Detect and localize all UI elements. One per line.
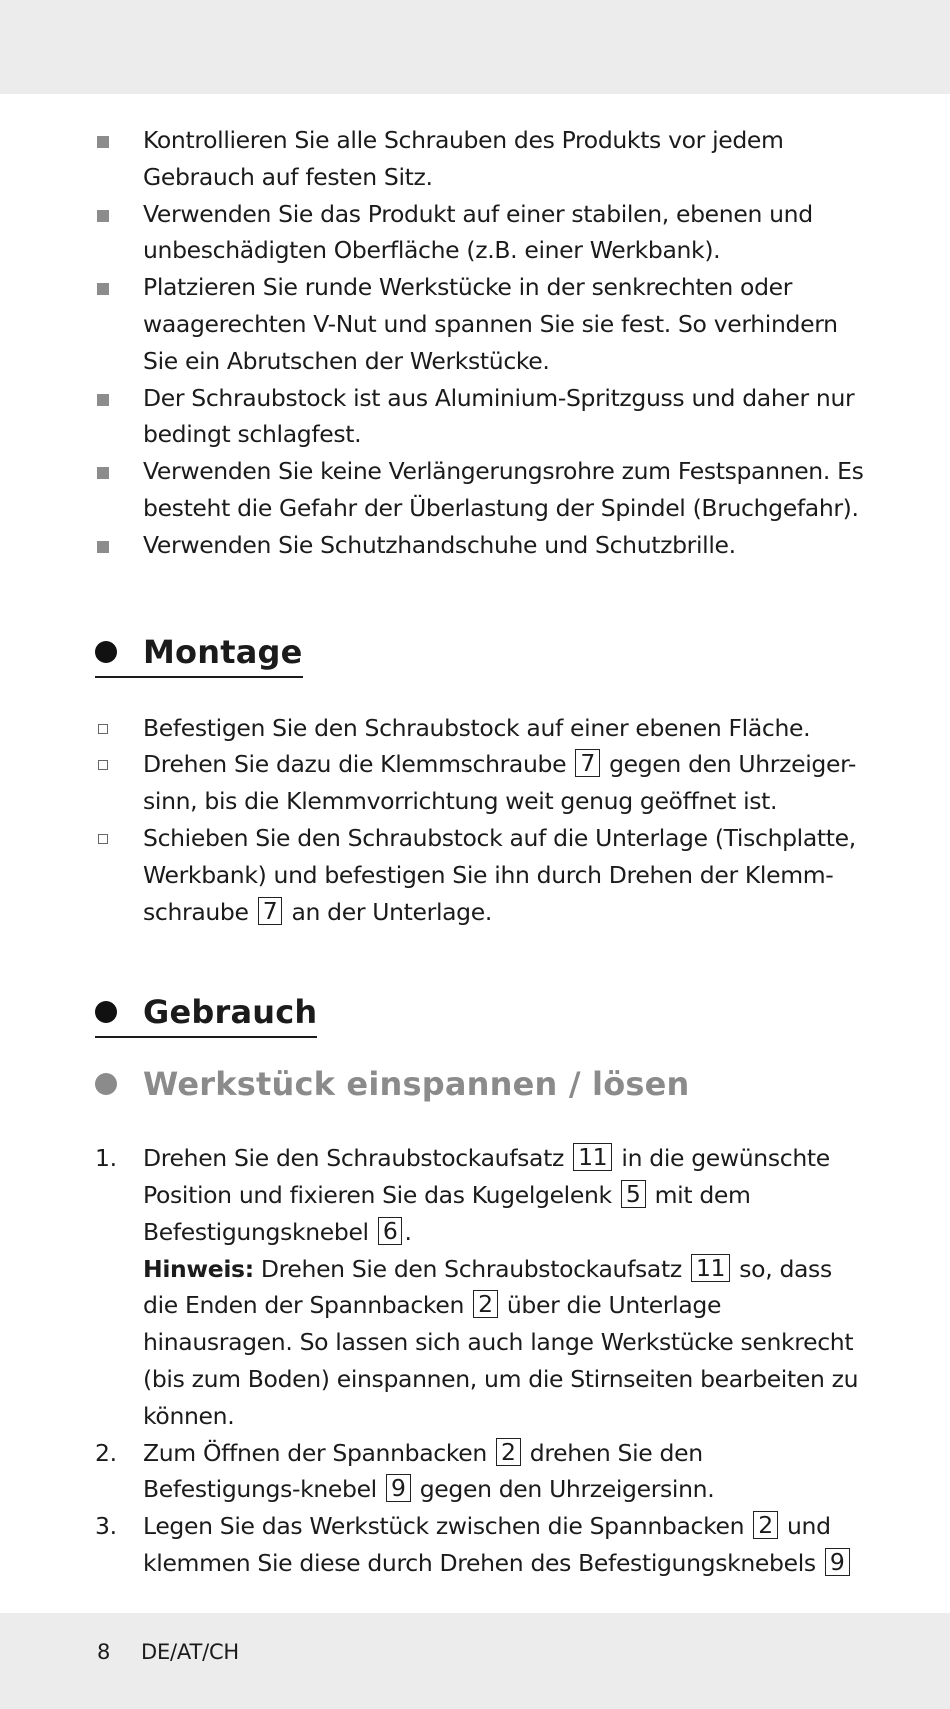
step-text: und klemmen Sie diese durch Drehen des Befestigungsknebels: [143, 1512, 831, 1577]
step-number: 2.: [95, 1438, 117, 1467]
step-text: Legen Sie das Werkstück zwischen die Spannbacken: [143, 1512, 745, 1541]
safety-item: [95, 453, 865, 527]
region-code: DE/AT/CH: [141, 1640, 240, 1664]
safety-item-text: Verwenden Sie keine Verlängerungsrohre zum Festspannen. Es besteht die Gefahr der Überlastung der Spindel (Bruchgefahr).: [143, 457, 864, 522]
montage-step-text: gegen den Uhrzeiger-sinn, bis die Klemmvorrichtung weit genug geöffnet ist.: [143, 750, 857, 816]
gebrauch-steps: [95, 1140, 865, 1582]
square-bullet-icon: [97, 394, 109, 406]
safety-item: [95, 269, 865, 379]
step-text: Drehen Sie den Schraubstockaufsatz: [143, 1144, 564, 1173]
section-bullet-icon: [95, 641, 117, 663]
step-text: drehen Sie den Befestigungs-knebel: [143, 1438, 703, 1504]
top-margin-band: [0, 0, 950, 94]
part-reference: 11: [691, 1254, 730, 1282]
subsection-bullet-icon: [95, 1073, 117, 1095]
montage-heading-text: Montage: [143, 632, 303, 671]
square-bullet-icon: [97, 136, 109, 148]
part-reference: 2: [473, 1290, 498, 1318]
safety-item-text: Verwenden Sie Schutzhandschuhe und Schutzbrille.: [143, 530, 736, 559]
note-text: so, dass die Enden der Spannbacken: [143, 1254, 832, 1320]
part-reference: 5: [621, 1180, 646, 1208]
square-bullet-icon: [97, 210, 109, 222]
safety-list: [95, 122, 865, 564]
checkbox-bullet-icon: [98, 834, 108, 844]
gebrauch-heading-text: Gebrauch: [143, 993, 318, 1032]
part-reference: 2: [753, 1511, 778, 1539]
safety-item-text: Verwenden Sie das Produkt auf einer stabilen, ebenen und unbeschädigten Oberfläche (z.B. einer Werkbank).: [143, 199, 813, 265]
note-text: über die Unterlage hinausragen. So lassen sich auch lange Werkstücke senkrecht (bis zum Boden) einspannen, um die Stirnseiten bearbeiten zu können.: [143, 1291, 859, 1430]
part-reference: 11: [573, 1143, 612, 1171]
montage-step: [95, 710, 865, 747]
note-text: Drehen Sie den Schraubstockaufsatz: [260, 1254, 682, 1283]
section-bullet-icon: [95, 1001, 117, 1023]
gebrauch-heading: [95, 992, 317, 1038]
gebrauch-step: [95, 1140, 865, 1434]
montage-step: [95, 746, 865, 820]
gebrauch-step: [95, 1508, 865, 1582]
step-number: 1.: [95, 1144, 117, 1173]
montage-steps: [95, 710, 865, 931]
safety-item: [95, 380, 865, 454]
step-text: in die gewünschte Position und fixieren Sie das Kugelgelenk: [143, 1144, 830, 1209]
safety-item-text: Platzieren Sie runde Werkstücke in der senkrechten oder waagerechten V-Nut und spannen Sie sie fest. So verhindern Sie ein Abrutschen der Werkstücke.: [143, 273, 838, 375]
safety-item-text: Der Schraubstock ist aus Aluminium-Spritzguss und daher nur bedingt schlagfest.: [143, 383, 855, 449]
montage-heading: [95, 632, 303, 678]
part-reference: 9: [825, 1548, 850, 1576]
square-bullet-icon: [97, 283, 109, 295]
checkbox-bullet-icon: [98, 760, 108, 770]
montage-step-text: Befestigen Sie den Schraubstock auf einer ebenen Fläche.: [143, 713, 811, 742]
safety-item: [95, 196, 865, 270]
page-footer: [97, 1638, 239, 1666]
page-number: 8: [97, 1640, 111, 1664]
safety-item: [95, 122, 865, 196]
step-text: .: [404, 1217, 412, 1246]
montage-step: [95, 820, 865, 930]
note-label: Hinweis:: [143, 1254, 254, 1283]
montage-step-text: Drehen Sie dazu die Klemmschraube: [143, 750, 567, 779]
step-text: mit dem Befestigungsknebel: [143, 1180, 751, 1246]
safety-item: [95, 527, 865, 564]
square-bullet-icon: [97, 541, 109, 553]
page-content: [95, 122, 865, 1582]
part-reference: 9: [386, 1474, 411, 1502]
part-reference: 6: [378, 1217, 403, 1245]
werkstueck-subheading-text: Werkstück einspannen / lösen: [143, 1065, 690, 1104]
part-reference: 7: [575, 749, 600, 777]
montage-step-text: an der Unterlage.: [291, 897, 492, 926]
part-reference: 2: [496, 1438, 521, 1466]
step-number: 3.: [95, 1512, 117, 1541]
part-reference: 7: [258, 897, 283, 925]
step-text: gegen den Uhrzeigersinn.: [419, 1475, 715, 1504]
safety-item-text: Kontrollieren Sie alle Schrauben des Produkts vor jedem Gebrauch auf festen Sitz.: [143, 126, 784, 191]
step-text: Zum Öffnen der Spannbacken: [143, 1438, 487, 1467]
werkstueck-subheading: [95, 1064, 690, 1104]
checkbox-bullet-icon: [98, 724, 108, 734]
square-bullet-icon: [97, 467, 109, 479]
gebrauch-step: [95, 1435, 865, 1509]
montage-step-text: Schieben Sie den Schraubstock auf die Unterlage (Tischplatte, Werkbank) und befestigen Sie ihn durch Drehen der Klemm-schraube: [143, 823, 856, 926]
